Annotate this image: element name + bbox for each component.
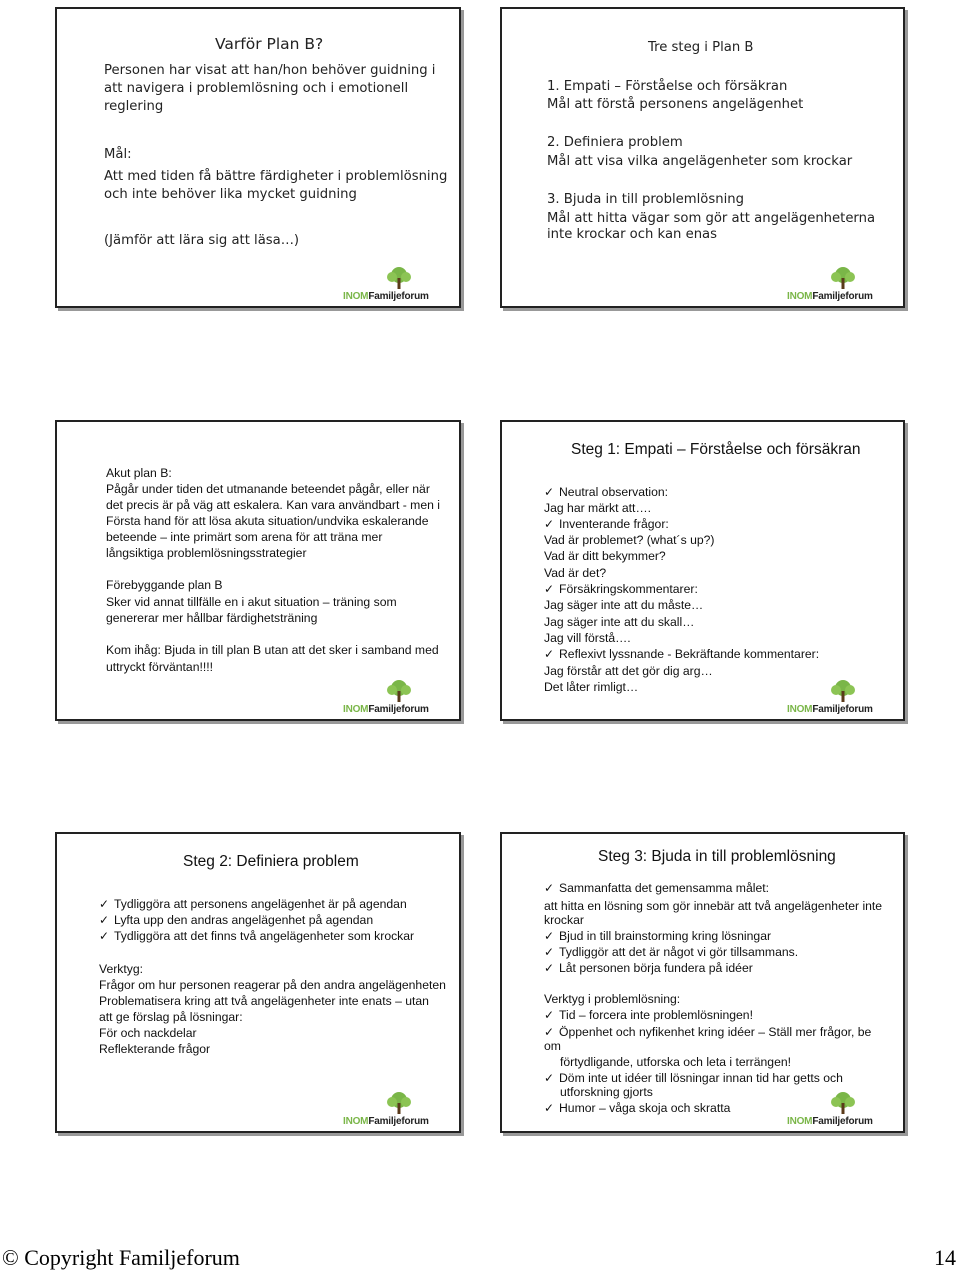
familjeforum-logo [787,1091,899,1127]
slide-varfor-plan-b [55,7,461,308]
slide-steg-1 [500,420,905,721]
slide-title: Steg 3: Bjuda in till problemlösning [598,848,836,865]
tree-icon [825,679,861,703]
text-line: 2. Definiera problem [547,135,683,150]
familjeforum-logo [343,1091,455,1127]
text-line: Problematisera kring att två angelägenheter inte enats – utan [99,994,429,1008]
text-line: Mål att hitta vägar som gör att angelägenheterna [547,211,876,226]
text-line: Mål: [104,147,132,162]
brand-inom: INOM [343,704,369,715]
text-line: Jag säger inte att du skall… [544,615,695,629]
text-line: reglering [104,99,164,114]
slide-steg-3 [500,832,905,1133]
text-line: uttryckt förväntan!!!! [106,660,214,674]
checkmark-item: ✓ Döm inte ut idéer till lösningar innan tid har getts och [544,1071,843,1085]
tree-icon [381,266,417,290]
text-line: att ge förslag på lösningar: [99,1010,243,1024]
text-line: om [544,1039,561,1053]
text-line: det precis är på väg att eskalera. Kan vara användbart - men i [106,498,440,512]
brand-familjeforum: Familjeforum [368,1116,429,1127]
text-line: krockar [544,913,584,927]
copyright-text: © Copyright Familjeforum [2,1245,240,1270]
slide-steg-2 [55,832,461,1133]
text-line: Förebyggande plan B [106,578,223,592]
checkmark-item: ✓ Humor – våga skoja och skratta [544,1101,730,1115]
text-line: Verktyg i problemlösning: [544,992,681,1006]
text-line: Akut plan B: [106,466,172,480]
brand-inom: INOM [787,704,813,715]
familjeforum-logo [343,266,455,302]
checkmark-item: ✓ Reflexivt lyssnande - Bekräftande kommentarer: [544,647,819,661]
checkmark-item: ✓ Neutral observation: [544,485,668,499]
familjeforum-logo [787,266,899,302]
text-line: (Jämför att lära sig att läsa…) [104,233,300,248]
text-line: Vad är problemet? (what´s up?) [544,533,715,547]
checkmark-item: ✓ Lyfta upp den andras angelägenhet på agendan [99,913,373,927]
text-line: beteende – inte primärt som arena för att träna mer [106,530,383,544]
brand-familjeforum: Familjeforum [368,291,429,302]
text-line: Personen har visat att han/hon behöver guidning i [104,63,436,78]
text-line: Reflekterande frågor [99,1042,211,1056]
brand-inom: INOM [787,291,813,302]
text-line: att navigera i problemlösning och i emotionell [104,81,409,96]
checkmark-item: ✓ Bjud in till brainstorming kring lösningar [544,929,771,943]
text-line: Frågor om hur personen reagerar på den andra angelägenheten [99,978,446,992]
slide-title: Steg 1: Empati – Förståelse och försäkran [571,441,861,458]
checkmark-item: ✓ Tydliggör att det är något vi gör tillsammans. [544,945,798,959]
brand-inom: INOM [787,1116,813,1127]
text-line: Kom ihåg: Bjuda in till plan B utan att det sker i samband med [106,643,439,657]
text-line: Jag vill förstå…. [544,631,631,645]
slide-tre-steg [500,7,905,308]
tree-icon [381,679,417,703]
text-line: och inte behöver lika mycket guidning [104,187,357,202]
text-line: Det låter rimligt… [544,680,639,694]
brand-inom: INOM [343,291,369,302]
slide-akut-plan-b [55,420,461,721]
text-line: 1. Empati – Förståelse och försäkran [547,79,788,94]
text-line: Jag förstår att det gör dig arg… [544,664,713,678]
text-line: Att med tiden få bättre färdigheter i problemlösning [104,169,448,184]
brand-inom: INOM [343,1116,369,1127]
tree-icon [825,1091,861,1115]
checkmark-item: ✓ Öppenhet och nyfikenhet kring idéer – Ställ mer frågor, be [544,1025,871,1039]
checkmark-item: ✓ Försäkringskommentarer: [544,582,698,596]
text-line: Pågår under tiden det utmanande beteendet pågår, eller när [106,482,430,496]
text-line: Vad är det? [544,566,607,580]
text-line: Jag har märkt att…. [544,501,652,515]
text-line: För och nackdelar [99,1026,197,1040]
checkmark-item: ✓ Låt personen börja fundera på idéer [544,961,753,975]
text-line: Jag säger inte att du måste… [544,598,704,612]
familjeforum-logo [787,679,899,715]
brand-familjeforum: Familjeforum [812,291,873,302]
page-number: 14 [934,1245,956,1270]
text-line: att hitta en lösning som gör innebär att två angelägenheter inte [544,899,883,913]
tree-icon [381,1091,417,1115]
text-line: Vad är ditt bekymmer? [544,549,666,563]
slide-title: Steg 2: Definiera problem [183,853,359,870]
slide-title: Varför Plan B? [215,35,324,53]
text-line: genererar mer hållbar färdighetsträning [106,611,318,625]
text-line: långsiktiga problemlösningsstrategier [106,546,307,560]
checkmark-item: ✓ Tydliggöra att det finns två angelägenheter som krockar [99,929,414,943]
slide-title: Tre steg i Plan B [648,40,754,55]
checkmark-item: ✓ Tydliggöra att personens angelägenhet är på agendan [99,897,407,911]
checkmark-item: ✓ Sammanfatta det gemensamma målet: [544,881,769,895]
text-line: Mål att förstå personens angelägenhet [547,97,804,112]
brand-familjeforum: Familjeforum [368,704,429,715]
text-line: Verktyg: [99,962,144,976]
text-line: Mål att visa vilka angelägenheter som krockar [547,154,853,169]
tree-icon [825,266,861,290]
familjeforum-logo [343,679,455,715]
text-line: utforskning gjorts [560,1085,653,1099]
text-line: 3. Bjuda in till problemlösning [547,192,744,207]
text-line: Sker vid annat tillfälle en i akut situation – träning som [106,595,397,609]
brand-familjeforum: Familjeforum [812,704,873,715]
brand-familjeforum: Familjeforum [812,1116,873,1127]
checkmark-item: ✓ Tid – forcera inte problemlösningen! [544,1008,753,1022]
text-line: Första hand för att lösa akuta situation/undvika eskalerande [106,514,429,528]
text-line: förtydligande, utforska och leta i terrängen! [560,1055,792,1069]
checkmark-item: ✓ Inventerande frågor: [544,517,669,531]
text-line: inte krockar och kan enas [547,227,718,242]
